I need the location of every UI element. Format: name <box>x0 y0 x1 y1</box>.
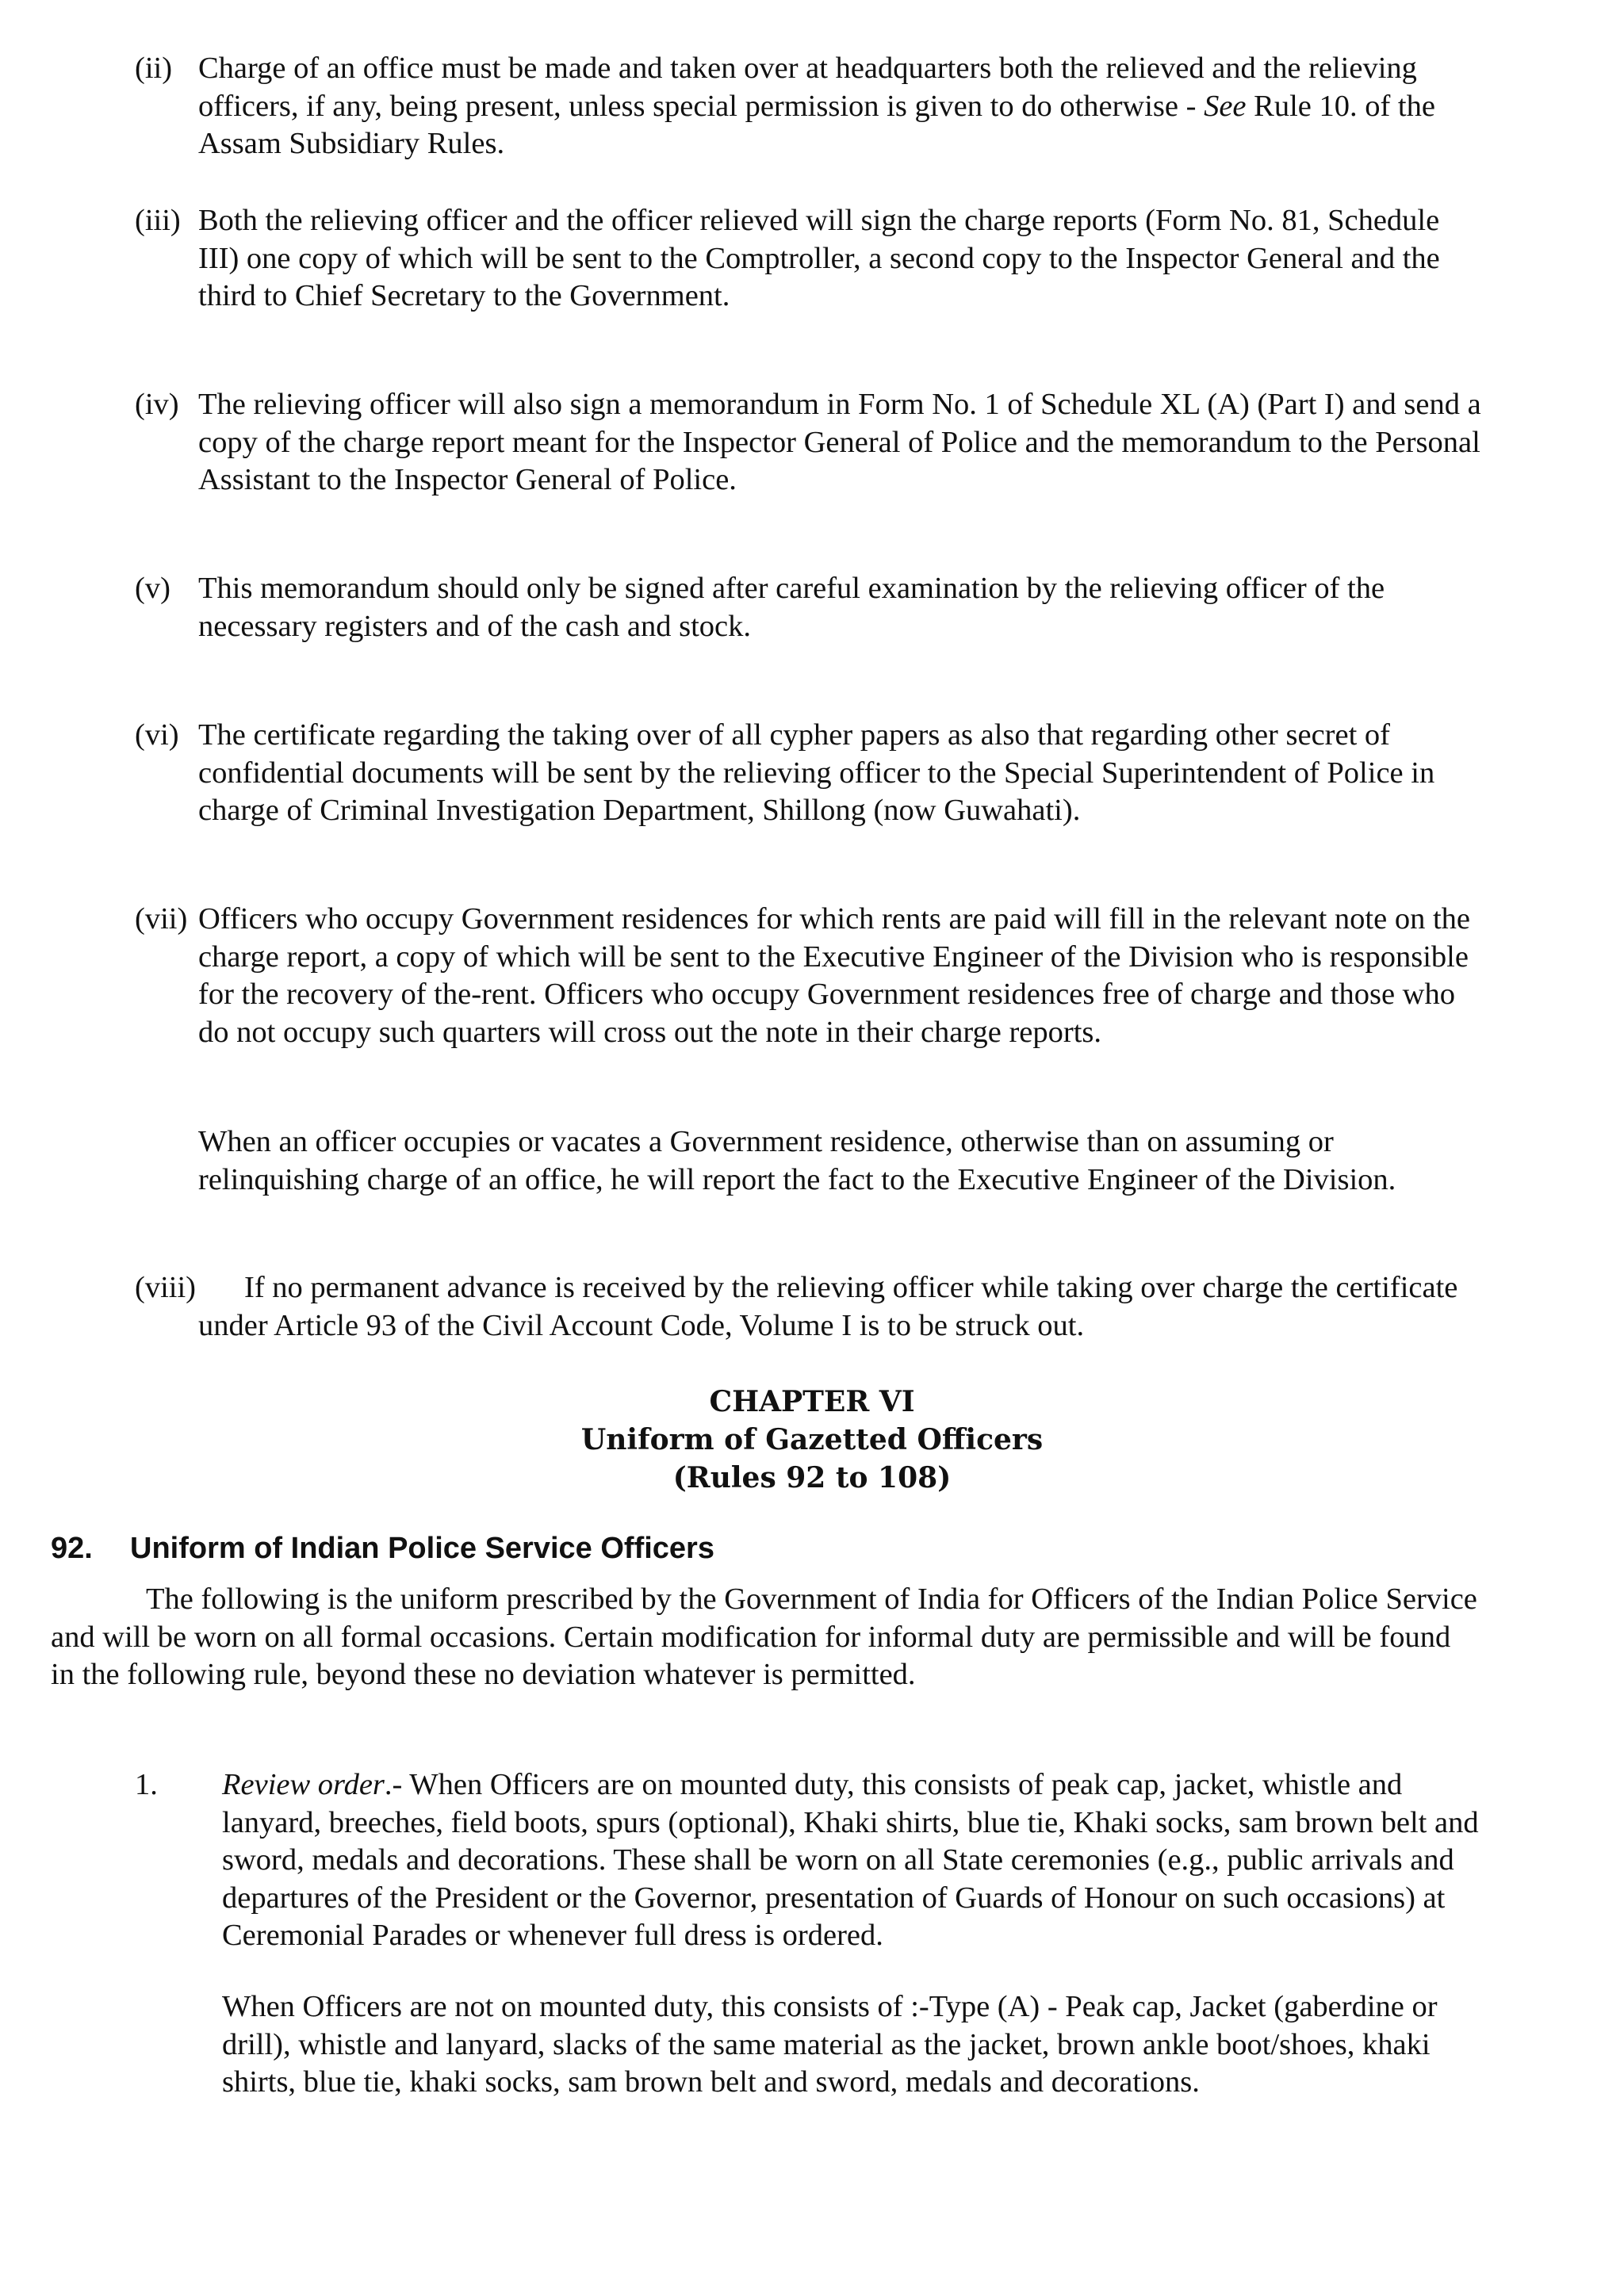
item-number: (iii) <box>135 204 181 237</box>
section-title: Uniform of Indian Police Service Officers <box>130 1532 714 1565</box>
item-number: (iv) <box>135 388 179 421</box>
text-line: Rule 10. of the <box>1246 89 1435 123</box>
item-text <box>198 570 1594 645</box>
text-line: charge of Criminal Investigation Department, Shillong (now Guwahati). <box>198 794 1081 827</box>
text-line: for the recovery of the-rent. Officers who occupy Government residences free of charge and those who <box>198 978 1455 1011</box>
text-line: Assam Subsidiary Rules. <box>198 127 505 160</box>
text-line: Charge of an office must be made and taken over at headquarters both the relieved and the relieving <box>198 52 1417 85</box>
text-line: When an officer occupies or vacates a Government residence, otherwise than on assuming or <box>198 1125 1334 1158</box>
item-number: (v) <box>135 572 170 605</box>
intro-paragraph <box>51 1581 1597 1694</box>
text-line: The certificate regarding the taking over of all cypher papers as also that regarding other secret of <box>198 718 1390 752</box>
item-number: (vii) <box>135 902 188 936</box>
item-text <box>198 50 1594 163</box>
text-line: Assistant to the Inspector General of Police. <box>198 463 737 496</box>
text-line: and will be worn on all formal occasions. Certain modification for informal duty are permissible and will be found <box>51 1620 1451 1654</box>
text-line: The relieving officer will also sign a memorandum in Form No. 1 of Schedule XL (A) (Part I) and send a <box>198 388 1481 421</box>
text-line: confidential documents will be sent by the relieving officer to the Special Superintendent of Police in <box>198 756 1435 790</box>
text-line: .- When Officers are on mounted duty, this consists of peak cap, jacket, whistle and <box>384 1768 1403 1801</box>
item-text <box>198 1123 1594 1199</box>
text-line: charge report, a copy of which will be sent to the Executive Engineer of the Division who is responsible <box>198 939 1469 974</box>
text-line: in the following rule, beyond these no deviation whatever is permitted. <box>51 1658 916 1691</box>
text-line: Both the relieving officer and the officer relieved will sign the charge reports (Form No. 81, Schedule <box>198 204 1440 237</box>
list-item-paragraph <box>222 1988 1602 2102</box>
text-line: copy of the charge report meant for the Inspector General of Police and the memorandum to the Personal <box>198 425 1480 459</box>
item-number: (ii) <box>135 52 173 85</box>
text-line: departures of the President or the Governor, presentation of Guards of Honour on such occasions) at <box>222 1881 1446 1915</box>
text-line: officers, if any, being present, unless special permission is given to do otherwise - <box>198 89 1205 123</box>
item-number: (vi) <box>135 718 179 752</box>
item-number: (viii) <box>135 1271 196 1304</box>
text-line: do not occupy such quarters will cross out the note in their charge reports. <box>198 1015 1102 1049</box>
chapter-title: Uniform of Gazetted Officers <box>580 1423 1044 1456</box>
text-line: Officers who occupy Government residences for which rents are paid will fill in the relevant note on the <box>198 902 1470 936</box>
section-heading <box>51 1530 714 1567</box>
text-line: When Officers are not on mounted duty, this consists of :-Type (A) - Peak cap, Jacket (gaberdine or <box>222 1990 1438 2023</box>
item-text <box>198 1269 1594 1345</box>
text-line: III) one copy of which will be sent to the Comptroller, a second copy to the Inspector General and the <box>198 241 1440 275</box>
text-line: third to Chief Secretary to the Government. <box>198 279 730 312</box>
list-number: 1. <box>135 1768 158 1801</box>
text-line: This memorandum should only be signed after careful examination by the relieving officer of the <box>198 572 1385 605</box>
text-line: drill), whistle and lanyard, slacks of the same material as the jacket, brown ankle boot/shoes, khaki <box>222 2027 1431 2061</box>
item-text <box>198 386 1594 499</box>
text-line: Ceremonial Parades or whenever full dress is ordered. <box>222 1919 883 1952</box>
section-number: 92. <box>51 1532 93 1565</box>
text-line: necessary registers and of the cash and stock. <box>198 609 752 643</box>
text-line: shirts, blue tie, khaki socks, sam brown belt and sword, medals and decorations. <box>222 2065 1200 2099</box>
item-text <box>198 202 1594 316</box>
text-line: The following is the uniform prescribed by the Government of India for Officers of the Indian Police Service <box>146 1582 1477 1616</box>
text-line: under Article 93 of the Civil Account Code, Volume I is to be struck out. <box>198 1308 1085 1342</box>
text-line: If no permanent advance is received by the relieving officer while taking over charge the certificate <box>244 1271 1458 1304</box>
chapter-rules-range: (Rules 92 to 108) <box>672 1461 952 1494</box>
list-item-text <box>222 1766 1602 1955</box>
italic-text: See <box>1204 89 1247 123</box>
text-line: lanyard, breeches, field boots, spurs (optional), Khaki shirts, blue tie, Khaki socks, sam brown belt and <box>222 1805 1479 1839</box>
text-line: relinquishing charge of an office, he will report the fact to the Executive Engineer of the Division. <box>198 1162 1396 1196</box>
item-text <box>198 901 1594 1051</box>
item-text <box>198 717 1594 830</box>
italic-lead: Review order <box>222 1768 385 1801</box>
chapter-number: CHAPTER VI <box>709 1385 915 1418</box>
text-line: sword, medals and decorations. These shall be worn on all State ceremonies (e.g., public arrivals and <box>222 1843 1454 1877</box>
